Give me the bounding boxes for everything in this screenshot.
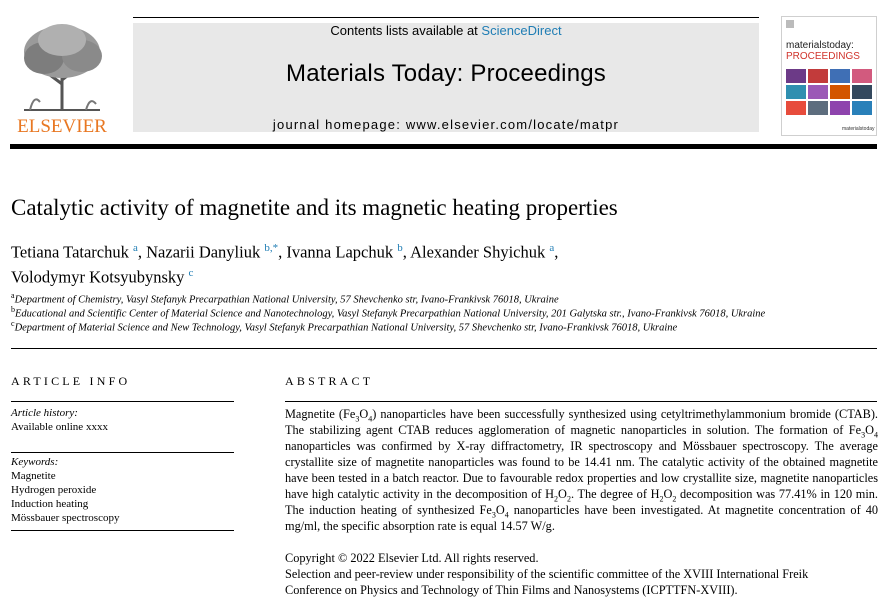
author-affiliation-mark[interactable]: c: [188, 266, 194, 279]
affiliation-a: $^a$Department of Chemistry, Vasyl Stefanyk Precarpathian National University, 57 Shevchenko str, Ivano-Frankivsk 76018, Ukraine: [11, 291, 559, 306]
article-title: Catalytic activity of magnetite and its magnetic heating properties: [11, 195, 618, 220]
article-info-rule: [11, 401, 234, 402]
keywords-label: Keywords:: [11, 456, 59, 468]
keyword: Magnetite: [11, 470, 56, 482]
article-info-heading: ARTICLE INFO: [11, 374, 131, 388]
keyword: Induction heating: [11, 498, 89, 510]
history-rule: [11, 452, 234, 453]
contents-prefix: Contents lists available at: [330, 23, 482, 38]
author-name[interactable]: Ivanna Lapchuk: [286, 242, 394, 262]
author-name[interactable]: Nazarii Danyliuk: [146, 242, 261, 262]
author-name[interactable]: Volodymyr Kotsyubynsky: [11, 267, 185, 286]
affiliation-b: $^b$Educational and Scientific Center of Material Science and Nanotechnology, Vasyl Stefanyk Precarpathian National University, 201 Galytska str., Ivano-Frankivsk 76018, Ukraine: [11, 305, 766, 320]
author-affiliation-mark[interactable]: b,*: [264, 242, 279, 254]
header-thick-rule: [10, 144, 877, 149]
abstract-rule: [285, 401, 877, 402]
author-affiliation-mark[interactable]: a: [549, 242, 555, 254]
selection-line-1: Selection and peer-review under responsibility of the scientific committee of the XVIII International Freik: [285, 567, 809, 581]
sciencedirect-link[interactable]: ScienceDirect: [481, 23, 562, 38]
svg-text:materialstoday:: materialstoday:: [786, 40, 854, 51]
keyword: Mössbauer spectroscopy: [11, 512, 120, 524]
svg-text:PROCEEDINGS: PROCEEDINGS: [786, 51, 860, 62]
abstract-heading: ABSTRACT: [285, 374, 374, 388]
author-affiliation-mark[interactable]: b: [397, 242, 403, 254]
section-rule: [11, 348, 877, 349]
affiliation-c: $^c$Department of Material Science and New Technology, Vasyl Stefanyk Precarpathian National University, 57 Shevchenko str, Ivano-Frankivsk 76018, Ukraine: [11, 319, 678, 334]
author-list: Tetiana Tatarchuk $^a$, Nazarii Danyliuk $^{b,*}$, Ivanna Lapchuk $^b$, Alexander Shyichuk $^a$, Volodymyr Kotsyubynsky $^c$: [11, 242, 559, 286]
journal-cover: [781, 16, 877, 136]
abstract-text: Magnetite $(Fe_3O_4)$ nanoparticles have been successfully synthesized using cetyltrimethylammonium bromide (CTAB). The stabilizing agent CTAB reduces agglomeration of magnetic nanoparticles in solution. The formation of $Fe_3O_4$ nanoparticles was confirmed by X-ray diffractometry, IR spectroscopy and Mössbauer spectroscopy. The average crystallite size of magnetite nanoparticles was found to be 14.41 nm. The catalytic activity of the obtained magnetite have been tested in a batch reactor. Due to favourable redox properties and low crystallite size, magnetite nanoparticles have high catalytic activity in the decomposition of $H_2O_2$. The degree of $H_2O_2$ decomposition was 77.41% in 120 min. The induction heating of synthesized $Fe_3O_4$ nanoparticles have been investigated. At magnetite concentration of 40 mg/ml, the specific absorption rate is equal 14.57 W/g.: [285, 407, 879, 533]
elsevier-wordmark: ELSEVIER: [17, 116, 107, 136]
svg-text:materialstoday: materialstoday: [842, 126, 875, 132]
author-name[interactable]: Tetiana Tatarchuk: [11, 242, 129, 262]
author-affiliation-mark[interactable]: a: [133, 242, 138, 254]
journal-homepage[interactable]: journal homepage: www.elsevier.com/locate/matpr: [272, 117, 620, 132]
keywords-rule: [11, 530, 234, 531]
elsevier-logo: [10, 14, 114, 136]
header-top-rule: [133, 17, 759, 18]
copyright-line: Copyright © 2022 Elsevier Ltd. All rights reserved.: [285, 551, 539, 565]
history-value: Available online xxxx: [11, 421, 108, 433]
contents-line: [133, 23, 759, 38]
journal-name: Materials Today: Proceedings: [286, 60, 606, 87]
keyword: Hydrogen peroxide: [11, 484, 97, 496]
history-label: Article history:: [11, 407, 78, 419]
author-name[interactable]: Alexander Shyichuk: [410, 242, 546, 262]
selection-line-2: Conference on Physics and Technology of Thin Films and Nanosystems (ICPTTFN-XVIII).: [285, 583, 738, 597]
